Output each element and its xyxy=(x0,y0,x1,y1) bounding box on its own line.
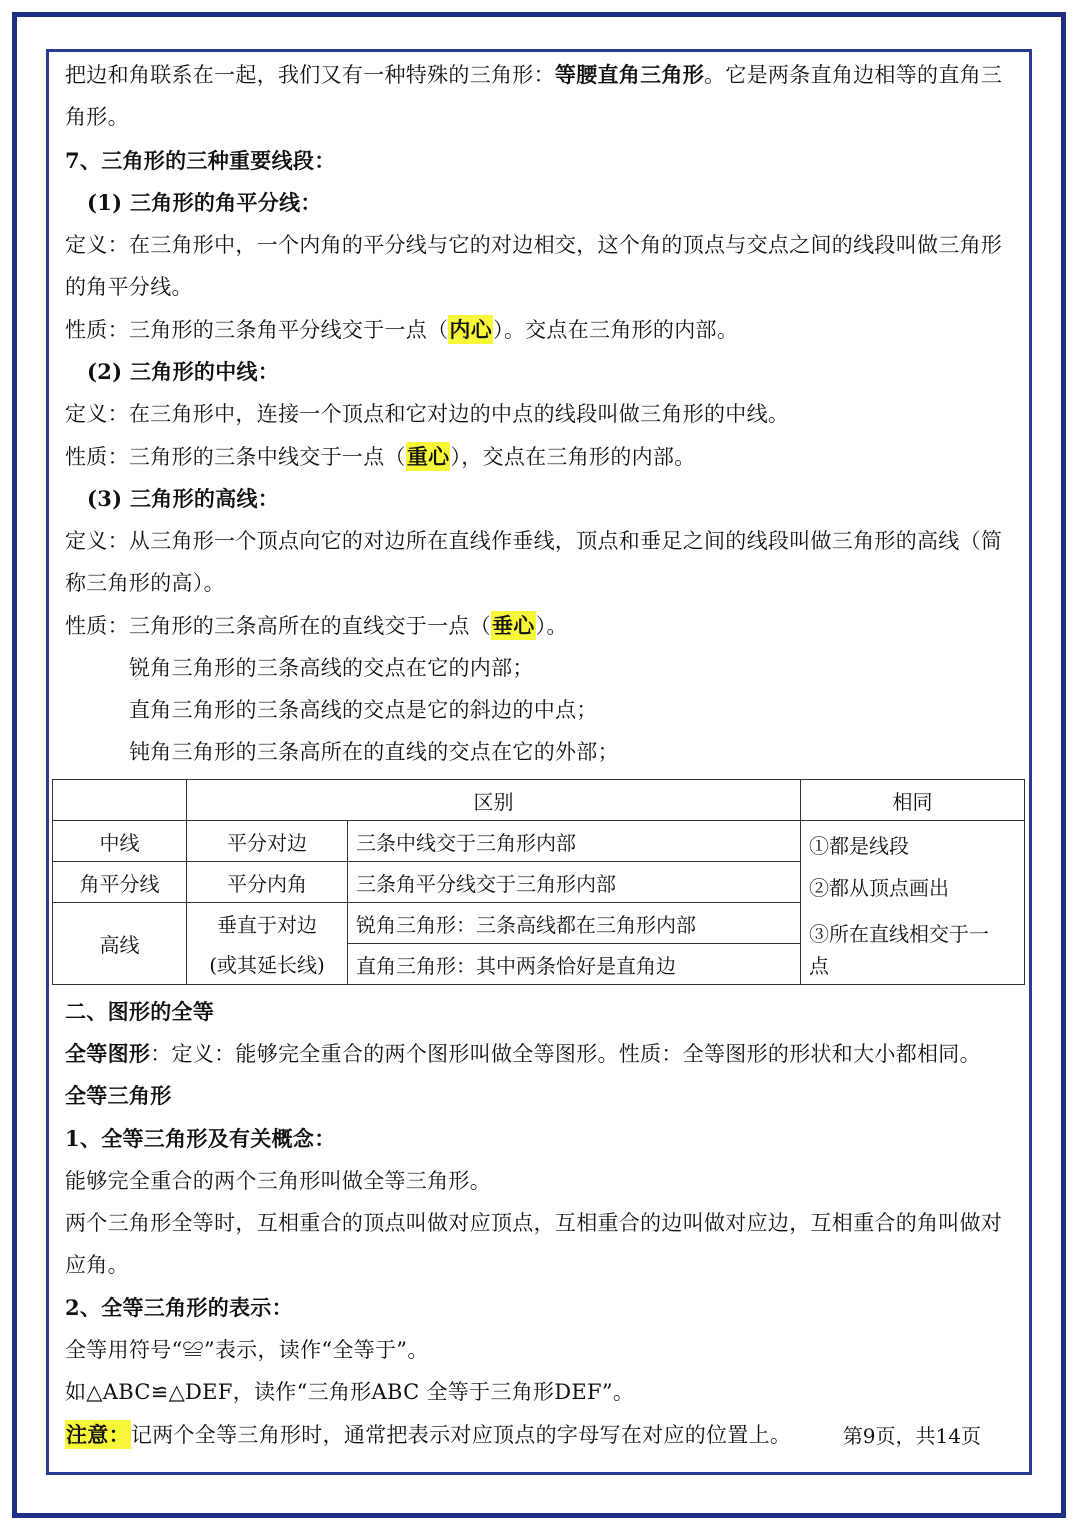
page-indicator: 第9页，共14页 xyxy=(842,1424,981,1448)
table-header-empty xyxy=(53,780,187,821)
altitude-definition-1: 定义：从三角形一个顶点向它的对边所在直线作垂线，顶点和垂足之间的线段叫做三角形的高线（简 xyxy=(65,529,1003,553)
altitude-note-right: 直角三角形的三条高线的交点是它的斜边的中点； xyxy=(129,698,598,722)
subsection-1-line-1: 能够完全重合的两个三角形叫做全等三角形。 xyxy=(65,1169,491,1193)
isosceles-right-triangle-term: 等腰直角三角形 xyxy=(554,62,705,87)
row-name-bisector: 角平分线 xyxy=(53,862,187,903)
bisector-definition-2: 的角平分线。 xyxy=(65,275,193,299)
incenter-highlight: 内心 xyxy=(449,317,493,342)
section-2-title: 二、图形的全等 xyxy=(65,999,215,1024)
table-header-row xyxy=(53,780,1025,821)
row-name-altitude: 高线 xyxy=(53,903,187,985)
table-header-same: 相同 xyxy=(801,780,1025,821)
altitude-definition-2: 称三角形的高）。 xyxy=(65,571,225,595)
subsection-2-title: 2、全等三角形的表示： xyxy=(65,1295,293,1320)
intro-line-1: 把边和角联系在一起，我们又有一种特殊的三角形：等腰直角三角形。它是两条直角边相等的直角三 xyxy=(65,62,1003,87)
row-feature-median: 平分对边 xyxy=(187,821,348,862)
congruent-triangles-title: 全等三角形 xyxy=(65,1083,172,1108)
same-point-2: ②都从顶点画出 xyxy=(809,876,949,900)
same-point-1: ①都是线段 xyxy=(809,834,909,858)
congruent-figures-line: 全等图形：定义：能够完全重合的两个图形叫做全等图形。性质：全等图形的形状和大小都相同。 xyxy=(65,1041,981,1066)
document-page xyxy=(46,49,1032,1475)
centroid-highlight: 重心 xyxy=(406,444,450,469)
table-header-difference: 区别 xyxy=(187,780,801,821)
subsection-2-line-2: 如△ABC≌△DEF，读作“三角形ABC 全等于三角形DEF”。 xyxy=(65,1380,635,1404)
comparison-table xyxy=(52,779,1025,985)
same-points-cell xyxy=(801,821,1025,985)
row-detail-altitude-right: 直角三角形：其中两条恰好是直角边 xyxy=(348,944,801,985)
altitude-heading: (3) 三角形的高线： xyxy=(87,486,280,511)
orthocenter-highlight: 垂心 xyxy=(492,613,535,638)
altitude-note-acute: 锐角三角形的三条高线的交点在它的内部； xyxy=(129,656,534,680)
bisector-definition-1: 定义：在三角形中，一个内角的平分线与它的对边相交，这个角的顶点与交点之间的线段叫做三角形 xyxy=(65,233,1003,257)
row-feature-bisector: 平分内角 xyxy=(187,862,348,903)
subsection-1-line-2: 两个三角形全等时，互相重合的顶点叫做对应顶点，互相重合的边叫做对应边，互相重合的角叫做对 xyxy=(65,1211,1003,1235)
median-property: 性质：三角形的三条中线交于一点（重心），交点在三角形的内部。 xyxy=(65,444,696,469)
note-line: 注意：记两个全等三角形时，通常把表示对应顶点的字母写在对应的位置上。 xyxy=(66,1422,792,1447)
note-label-highlight: 注意： xyxy=(66,1422,130,1447)
altitude-note-obtuse: 钝角三角形的三条高所在的直线的交点在它的外部； xyxy=(129,740,619,764)
row-feature-altitude-1: 垂直于对边 xyxy=(187,903,348,944)
table-row xyxy=(53,821,1025,862)
row-detail-median: 三条中线交于三角形内部 xyxy=(348,821,801,862)
row-detail-bisector: 三条角平分线交于三角形内部 xyxy=(348,862,801,903)
bisector-property: 性质：三角形的三条角平分线交于一点（内心）。交点在三角形的内部。 xyxy=(65,317,739,342)
subsection-2-line-1: 全等用符号“≌”表示，读作“全等于”。 xyxy=(65,1338,429,1362)
subsection-1-line-3: 应角。 xyxy=(65,1253,129,1277)
altitude-property: 性质：三角形的三条高所在的直线交于一点（垂心）。 xyxy=(65,613,568,638)
intro-line-2: 角形。 xyxy=(65,105,129,129)
median-definition: 定义：在三角形中，连接一个顶点和它对边的中点的线段叫做三角形的中线。 xyxy=(65,402,790,426)
same-point-3: ③所在直线相交于一 xyxy=(809,922,989,946)
subsection-1-title: 1、全等三角形及有关概念： xyxy=(65,1126,336,1151)
row-feature-altitude-2: (或其延长线) xyxy=(187,944,348,985)
section-7-title: 7、三角形的三种重要线段： xyxy=(65,148,336,173)
row-detail-altitude-acute: 锐角三角形：三条高线都在三角形内部 xyxy=(348,903,801,944)
same-point-3-cont: 点 xyxy=(809,954,829,978)
row-name-median: 中线 xyxy=(53,821,187,862)
median-heading: (2) 三角形的中线： xyxy=(87,359,280,384)
bisector-heading: (1) 三角形的角平分线： xyxy=(87,190,322,215)
